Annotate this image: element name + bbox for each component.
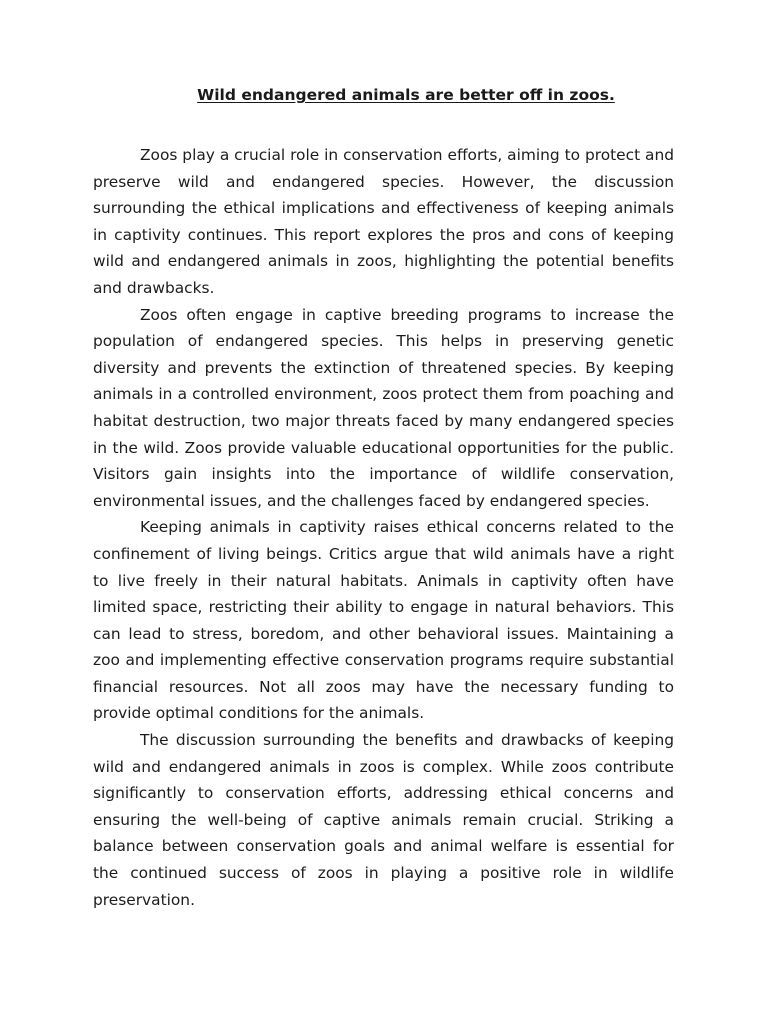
paragraph-4: The discussion surrounding the benefits and drawbacks of keeping wild and endangered animals in zoos is complex. While zoos contribute significantly to conservation efforts, addressing ethical concerns and ensuring the well-being of captive animals remain crucial. Striking a balance between conservation goals and animal welfare is essential for the continued success of zoos in playing a positive role in wildlife preservation.	[93, 731, 674, 909]
paragraph-1: Zoos play a crucial role in conservation efforts, aiming to protect and preserve wild and endangered species. However, the discussion surrounding the ethical implications and effectiveness of keeping animals in captivity continues. This report explores the pros and cons of keeping wild and endangered animals in zoos, highlighting the potential benefits and drawbacks.	[93, 146, 674, 297]
document-body	[93, 142, 674, 913]
document-title	[0, 86, 768, 104]
paragraph-3: Keeping animals in captivity raises ethical concerns related to the confinement of living beings. Critics argue that wild animals have a right to live freely in their natural habitats. Animals in captivity often have limited space, restricting their ability to engage in natural behaviors. This can lead to stress, boredom, and other behavioral issues. Maintaining a zoo and implementing effective conservation programs require substantial financial resources. Not all zoos may have the necessary funding to provide optimal conditions for the animals.	[93, 518, 674, 723]
document-title-text: Wild endangered animals are better off in zoos.	[197, 86, 615, 104]
paragraph-2: Zoos often engage in captive breeding programs to increase the population of endangered species. This helps in preserving genetic diversity and prevents the extinction of threatened species. By keeping animals in a controlled environment, zoos protect them from poaching and habitat destruction, two major threats faced by many endangered species in the wild. Zoos provide valuable educational opportunities for the public. Visitors gain insights into the importance of wildlife conservation, environmental issues, and the challenges faced by endangered species.	[93, 305, 674, 510]
